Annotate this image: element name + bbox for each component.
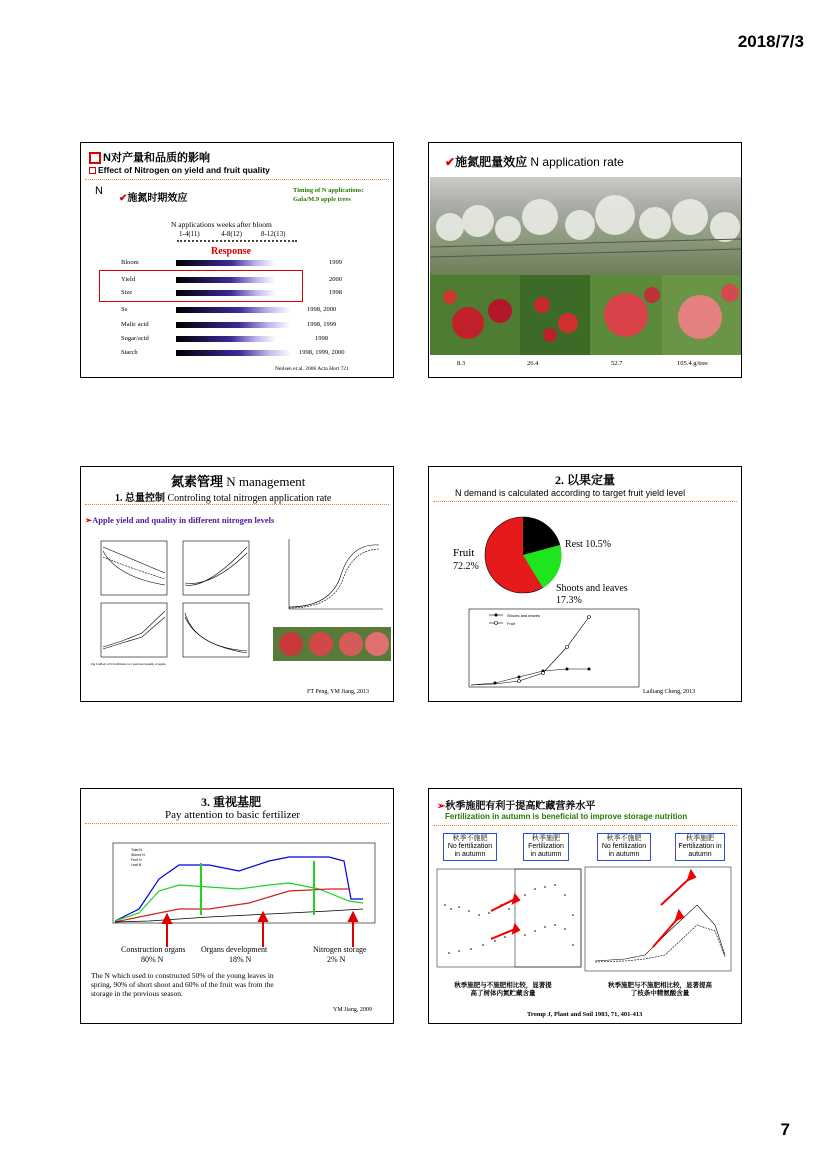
yield-quality-charts-image bbox=[87, 537, 267, 667]
slide-title-cn: N对产量和品质的影响 bbox=[89, 149, 210, 165]
stage-label: Organs development bbox=[201, 945, 268, 954]
slide-autumn-fertilization bbox=[428, 788, 742, 1024]
n-curve-chart-image bbox=[271, 535, 389, 625]
divider bbox=[85, 823, 389, 824]
pie-label-shoots: Shoots and leaves bbox=[556, 583, 628, 594]
slide-base-fertilizer bbox=[80, 788, 394, 1024]
label-box bbox=[523, 833, 569, 861]
pie-label-fruit-pct: 72.2% bbox=[453, 561, 479, 572]
citation: YM Jiang, 2009 bbox=[333, 1007, 372, 1013]
checkbox-square-icon bbox=[89, 152, 101, 164]
timing-subtitle: Gala/M.9 apple trees bbox=[293, 196, 351, 203]
page-date: 2018/7/3 bbox=[737, 32, 804, 51]
response-band bbox=[176, 322, 291, 328]
stage-pct: 80% N bbox=[141, 955, 164, 964]
rate-label: 8.3 bbox=[457, 360, 466, 367]
row-years: 1998, 1999 bbox=[307, 321, 337, 328]
slide-n-by-yield bbox=[428, 466, 742, 702]
timing-title: Timing of N applications: bbox=[293, 187, 364, 194]
legend-item: Leaf N bbox=[131, 863, 142, 867]
stage-pct: 18% N bbox=[229, 955, 252, 964]
apple-quality-photo bbox=[273, 627, 391, 661]
apple-photos bbox=[430, 275, 742, 355]
citation: Lailiang Cheng, 2013 bbox=[643, 689, 696, 695]
highlight-box bbox=[99, 270, 303, 302]
response-band bbox=[176, 277, 276, 283]
box-cn: 秋季不施肥 bbox=[606, 835, 642, 842]
slide-title: 2. 以果定量 bbox=[555, 473, 616, 487]
stage-label: Nitrogen storage bbox=[313, 945, 367, 954]
pie-label-rest: Rest 10.5% bbox=[565, 539, 612, 550]
response-band bbox=[176, 307, 291, 313]
label-box bbox=[675, 833, 725, 861]
response-band bbox=[176, 260, 276, 266]
legend-item: Stored N bbox=[131, 853, 145, 857]
slide-title: ➢秋季施肥有利于提高贮藏营养水平 bbox=[437, 801, 596, 812]
stage-label: Construction organs bbox=[121, 945, 186, 954]
weeks-header: N applications weeks after bloom bbox=[171, 220, 272, 229]
n-content-chart bbox=[89, 839, 383, 949]
slide-n-timing bbox=[80, 142, 394, 378]
slide-n-management bbox=[80, 466, 394, 702]
week-label: 1-4(11) bbox=[179, 230, 200, 238]
subtitle-cn: ✔施氮时期效应 bbox=[119, 193, 188, 204]
response-band bbox=[176, 290, 276, 296]
orchard-trees-image bbox=[430, 177, 742, 275]
check-icon: ✔ bbox=[119, 193, 128, 204]
row-name: Sugar/acid bbox=[121, 335, 149, 342]
slide-n-rate bbox=[428, 142, 742, 378]
row-years: 1999 bbox=[329, 259, 342, 266]
row-name: Starch bbox=[121, 349, 138, 356]
apples-image bbox=[273, 627, 391, 661]
rate-label: 105.4 g/tree bbox=[677, 360, 709, 367]
slide-subtitle: Pay attention to basic fertilizer bbox=[165, 809, 301, 821]
row-years: 1998 bbox=[329, 289, 342, 296]
rate-label: 52.7 bbox=[611, 360, 623, 367]
box-cn: 秋季不施肥 bbox=[452, 835, 488, 842]
box-en: Fertilization in autumn bbox=[678, 843, 722, 858]
label-box bbox=[443, 833, 497, 861]
divider bbox=[85, 179, 389, 180]
rate-label: 26.4 bbox=[527, 360, 539, 367]
n-label: N bbox=[95, 185, 103, 197]
orchard-photo bbox=[430, 177, 742, 275]
caption-left: 秋季施肥与不施肥相比较，显著提高了树体内氮贮藏含量 bbox=[454, 982, 552, 997]
n-uptake-line-chart bbox=[449, 607, 649, 697]
box-en: No fertilization in autumn bbox=[447, 843, 493, 858]
arrow-bullet-icon: ➢ bbox=[437, 801, 446, 812]
legend-item: Total N bbox=[131, 848, 142, 852]
response-label: Response bbox=[211, 246, 252, 257]
row-years: 1998, 2000 bbox=[307, 306, 337, 313]
citation: Tromp J, Plant and Soil 1983, 71, 401-413 bbox=[527, 1011, 643, 1018]
row-name: Yield bbox=[121, 276, 136, 283]
n-demand-pie-chart bbox=[483, 515, 563, 595]
pie-label-fruit: Fruit bbox=[453, 547, 475, 559]
weeks-axis bbox=[177, 240, 297, 242]
response-band bbox=[176, 350, 291, 356]
check-icon: ✔ bbox=[445, 155, 456, 169]
week-label: 8-12(13) bbox=[261, 230, 286, 238]
stage-pct: 2% N bbox=[327, 955, 346, 964]
legend-fruit: Fruit bbox=[507, 621, 515, 626]
caption-right: 秋季施肥与不施肥相比较，显著提高了枝条中精氨酸含量 bbox=[608, 982, 712, 997]
row-name: Ss bbox=[121, 306, 128, 313]
apples-image bbox=[430, 275, 742, 355]
page-number: 7 bbox=[780, 1120, 790, 1139]
pie-label-shoots-pct: 17.3% bbox=[556, 595, 582, 606]
divider bbox=[433, 825, 737, 826]
slide-title: 3. 重视基肥 bbox=[201, 795, 262, 809]
row-name: Malic acid bbox=[121, 321, 149, 328]
slide-title: 氮素管理 N management bbox=[171, 474, 306, 489]
citation: Neilsen et al. 2006 Acta Hort 721 bbox=[275, 366, 349, 372]
slide-subtitle: 1. 总量控制 Controling total nitrogen application rate bbox=[115, 493, 332, 504]
legend-item: Fruit N bbox=[131, 858, 142, 862]
label-box bbox=[597, 833, 651, 861]
divider bbox=[433, 501, 737, 502]
slide-title-en: Effect of Nitrogen on yield and fruit quality bbox=[89, 165, 270, 175]
divider bbox=[85, 504, 389, 505]
week-label: 4-8(12) bbox=[221, 230, 242, 238]
arrow-bullet-icon: ➢ bbox=[85, 515, 93, 525]
checkbox-square-icon bbox=[89, 167, 96, 174]
storage-nutrition-charts bbox=[435, 865, 735, 975]
row-years: 2000 bbox=[329, 276, 342, 283]
row-name: Bloom bbox=[121, 259, 139, 266]
section-heading: ➢Apple yield and quality in different nitrogen levels bbox=[85, 515, 275, 525]
box-en: No fertilization in autumn bbox=[601, 843, 647, 858]
row-years: 1998, 1999, 2000 bbox=[299, 349, 345, 356]
slide-subtitle: Fertilization in autumn is beneficial to improve storage nutrition bbox=[445, 812, 688, 821]
svg-text:Fig.1 Effect of N fertilizatio: Fig.1 Effect of N fertilization on yield and quality of apple bbox=[91, 662, 166, 666]
citation: FT Peng, YM Jiang, 2013 bbox=[307, 689, 370, 695]
box-cn: 秋季施肥 bbox=[686, 835, 714, 842]
box-en: Fertilization in autumn bbox=[528, 843, 564, 858]
note: The N which used to constructed 50% of the young leaves in spring, 90% of short shoot and 60% of the fruit was from the storage in the previous season. bbox=[91, 971, 274, 998]
response-band bbox=[176, 336, 276, 342]
slide-title: ✔施氮肥量效应 N application rate bbox=[445, 155, 624, 169]
legend-shoots: Shoots and leaves bbox=[507, 613, 540, 618]
row-years: 1998 bbox=[315, 335, 328, 342]
slide-subtitle: N demand is calculated according to target fruit yield level bbox=[455, 488, 686, 498]
row-name: Size bbox=[121, 289, 133, 296]
box-cn: 秋季施肥 bbox=[532, 835, 560, 842]
